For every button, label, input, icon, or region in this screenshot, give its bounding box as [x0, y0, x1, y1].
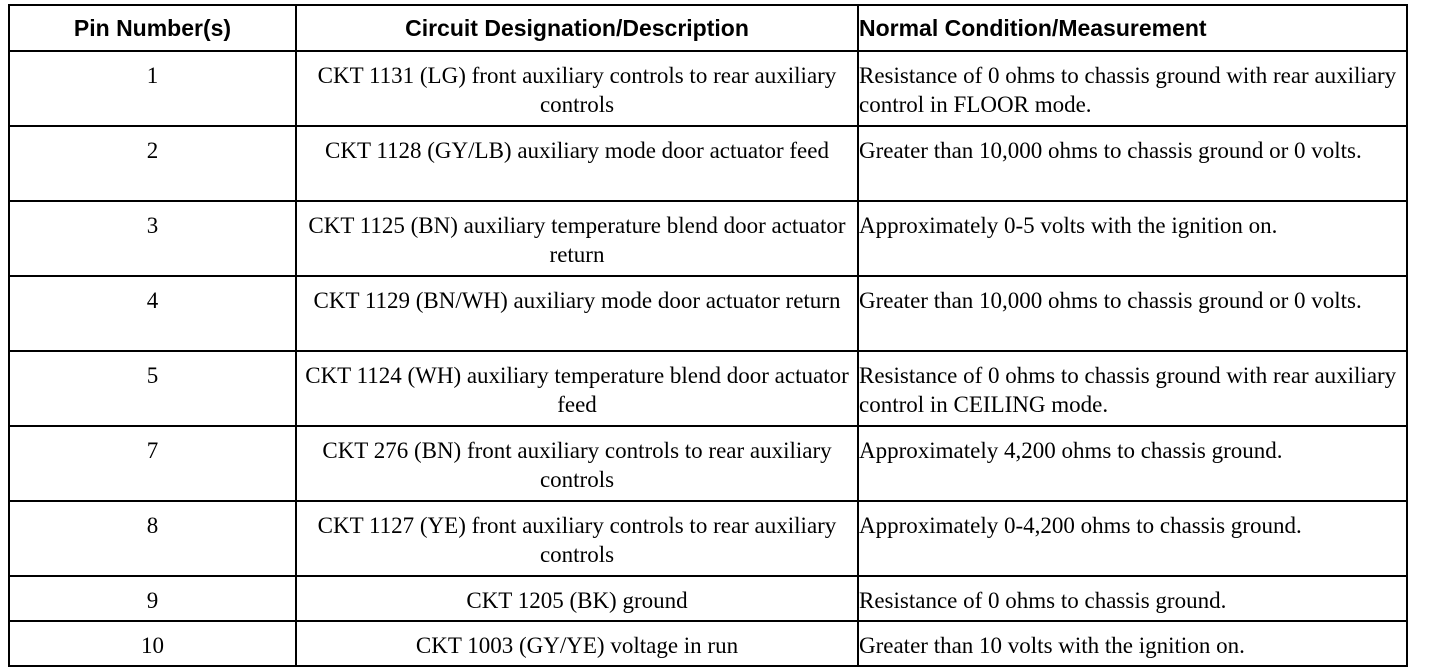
condition-cell: Greater than 10 volts with the ignition on. [858, 621, 1407, 666]
pin-number-cell: 1 [9, 51, 296, 126]
circuit-description-cell: CKT 1205 (BK) ground [296, 576, 858, 621]
condition-cell: Greater than 10,000 ohms to chassis ground or 0 volts. [858, 276, 1407, 351]
table-row [9, 576, 1407, 621]
table-row [9, 426, 1407, 501]
header-circuit-description: Circuit Designation/Description [296, 5, 858, 51]
condition-cell: Approximately 0-5 volts with the ignition on. [858, 201, 1407, 276]
circuit-description-cell: CKT 1128 (GY/LB) auxiliary mode door actuator feed [296, 126, 858, 201]
circuit-description-cell: CKT 276 (BN) front auxiliary controls to rear auxiliary controls [296, 426, 858, 501]
circuit-description-cell: CKT 1124 (WH) auxiliary temperature blend door actuator feed [296, 351, 858, 426]
circuit-description-cell: CKT 1127 (YE) front auxiliary controls to rear auxiliary controls [296, 501, 858, 576]
pin-number-cell: 8 [9, 501, 296, 576]
condition-cell: Resistance of 0 ohms to chassis ground. [858, 576, 1407, 621]
condition-cell: Approximately 4,200 ohms to chassis ground. [858, 426, 1407, 501]
condition-cell: Resistance of 0 ohms to chassis ground with rear auxiliary control in FLOOR mode. [858, 51, 1407, 126]
pin-number-cell: 4 [9, 276, 296, 351]
circuit-description-cell: CKT 1129 (BN/WH) auxiliary mode door actuator return [296, 276, 858, 351]
table-row [9, 201, 1407, 276]
circuit-description-cell: CKT 1003 (GY/YE) voltage in run [296, 621, 858, 666]
table-row [9, 621, 1407, 666]
pin-number-cell: 10 [9, 621, 296, 666]
table-row [9, 351, 1407, 426]
condition-cell: Resistance of 0 ohms to chassis ground with rear auxiliary control in CEILING mode. [858, 351, 1407, 426]
pin-number-cell: 7 [9, 426, 296, 501]
circuit-description-cell: CKT 1125 (BN) auxiliary temperature blend door actuator return [296, 201, 858, 276]
table-header-row [9, 5, 1407, 51]
table-row [9, 276, 1407, 351]
table-row [9, 51, 1407, 126]
pin-number-cell: 3 [9, 201, 296, 276]
table-row [9, 501, 1407, 576]
condition-cell: Approximately 0-4,200 ohms to chassis ground. [858, 501, 1407, 576]
pin-number-cell: 5 [9, 351, 296, 426]
circuit-description-cell: CKT 1131 (LG) front auxiliary controls to rear auxiliary controls [296, 51, 858, 126]
pin-number-cell: 2 [9, 126, 296, 201]
pin-test-table [8, 4, 1408, 667]
header-pin-numbers: Pin Number(s) [9, 5, 296, 51]
table-row [9, 126, 1407, 201]
condition-cell: Greater than 10,000 ohms to chassis ground or 0 volts. [858, 126, 1407, 201]
header-normal-condition: Normal Condition/Measurement [858, 5, 1407, 51]
pin-number-cell: 9 [9, 576, 296, 621]
